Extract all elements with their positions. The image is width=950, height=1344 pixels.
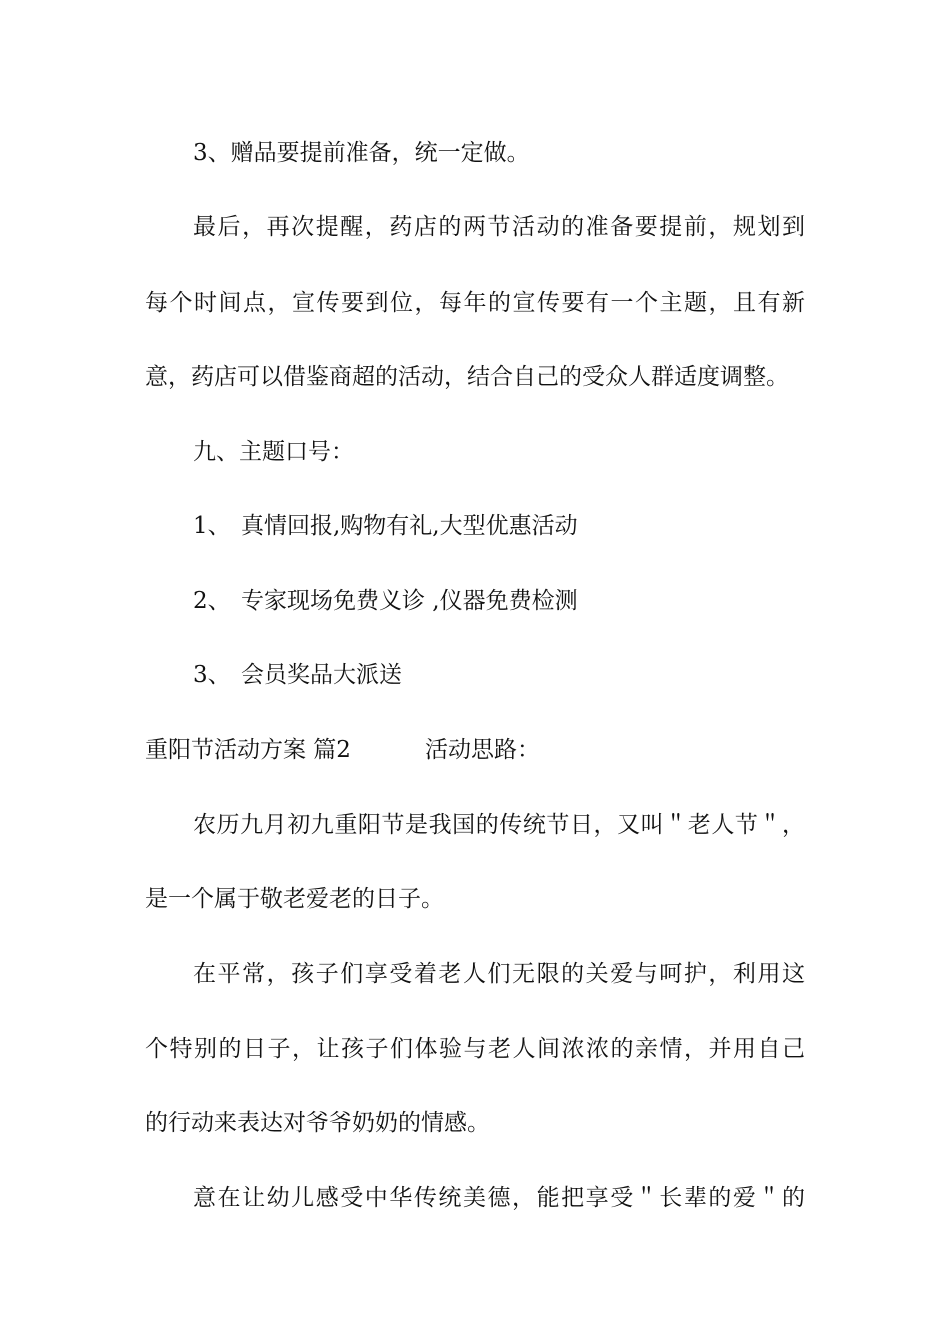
section-heading: 九、主题口号： xyxy=(193,439,354,465)
slogan-text: 真情回报,购物有礼,大型优惠活动 xyxy=(241,513,578,539)
slogan-item xyxy=(0,511,950,541)
slogan-item xyxy=(0,586,950,616)
paragraph-line: 意在让幼儿感受中华传统美德，能把享受＂长辈的爱＂的 xyxy=(193,1185,805,1211)
slogan-number: 2、 xyxy=(193,588,231,614)
paragraph-line: 是一个属于敬老爱老的日子。 xyxy=(145,886,444,912)
paragraph-line: 的行动来表达对爷爷奶奶的情感。 xyxy=(145,1110,490,1136)
slogan-item xyxy=(0,660,950,690)
paragraph-line: 农历九月初九重阳节是我国的传统节日，又叫＂老人节＂， xyxy=(193,812,805,838)
paragraph-line: 3、赠品要提前准备，统一定做。 xyxy=(193,140,530,166)
section-subtitle: 活动思路： xyxy=(424,737,540,763)
paragraph-line: 在平常，孩子们享受着老人们无限的关爱与呵护，利用这 xyxy=(193,961,805,987)
paragraph-line: 意，药店可以借鉴商超的活动，结合自己的受众人群适度调整。 xyxy=(145,364,789,390)
paragraph-line: 个特别的日子，让孩子们体验与老人间浓浓的亲情，并用自己 xyxy=(145,1036,805,1062)
slogan-text: 专家现场免费义诊 ,仪器免费检测 xyxy=(241,588,578,614)
paragraph-line: 每个时间点，宣传要到位，每年的宣传要有一个主题，且有新 xyxy=(145,290,805,316)
slogan-number: 1、 xyxy=(193,513,231,539)
section-title-line xyxy=(145,735,540,765)
section-title: 重阳节活动方案 篇2 xyxy=(145,737,351,763)
slogan-number: 3、 xyxy=(193,662,231,688)
slogan-text: 会员奖品大派送 xyxy=(241,662,402,688)
paragraph-line: 最后，再次提醒，药店的两节活动的准备要提前，规划到 xyxy=(193,214,805,240)
